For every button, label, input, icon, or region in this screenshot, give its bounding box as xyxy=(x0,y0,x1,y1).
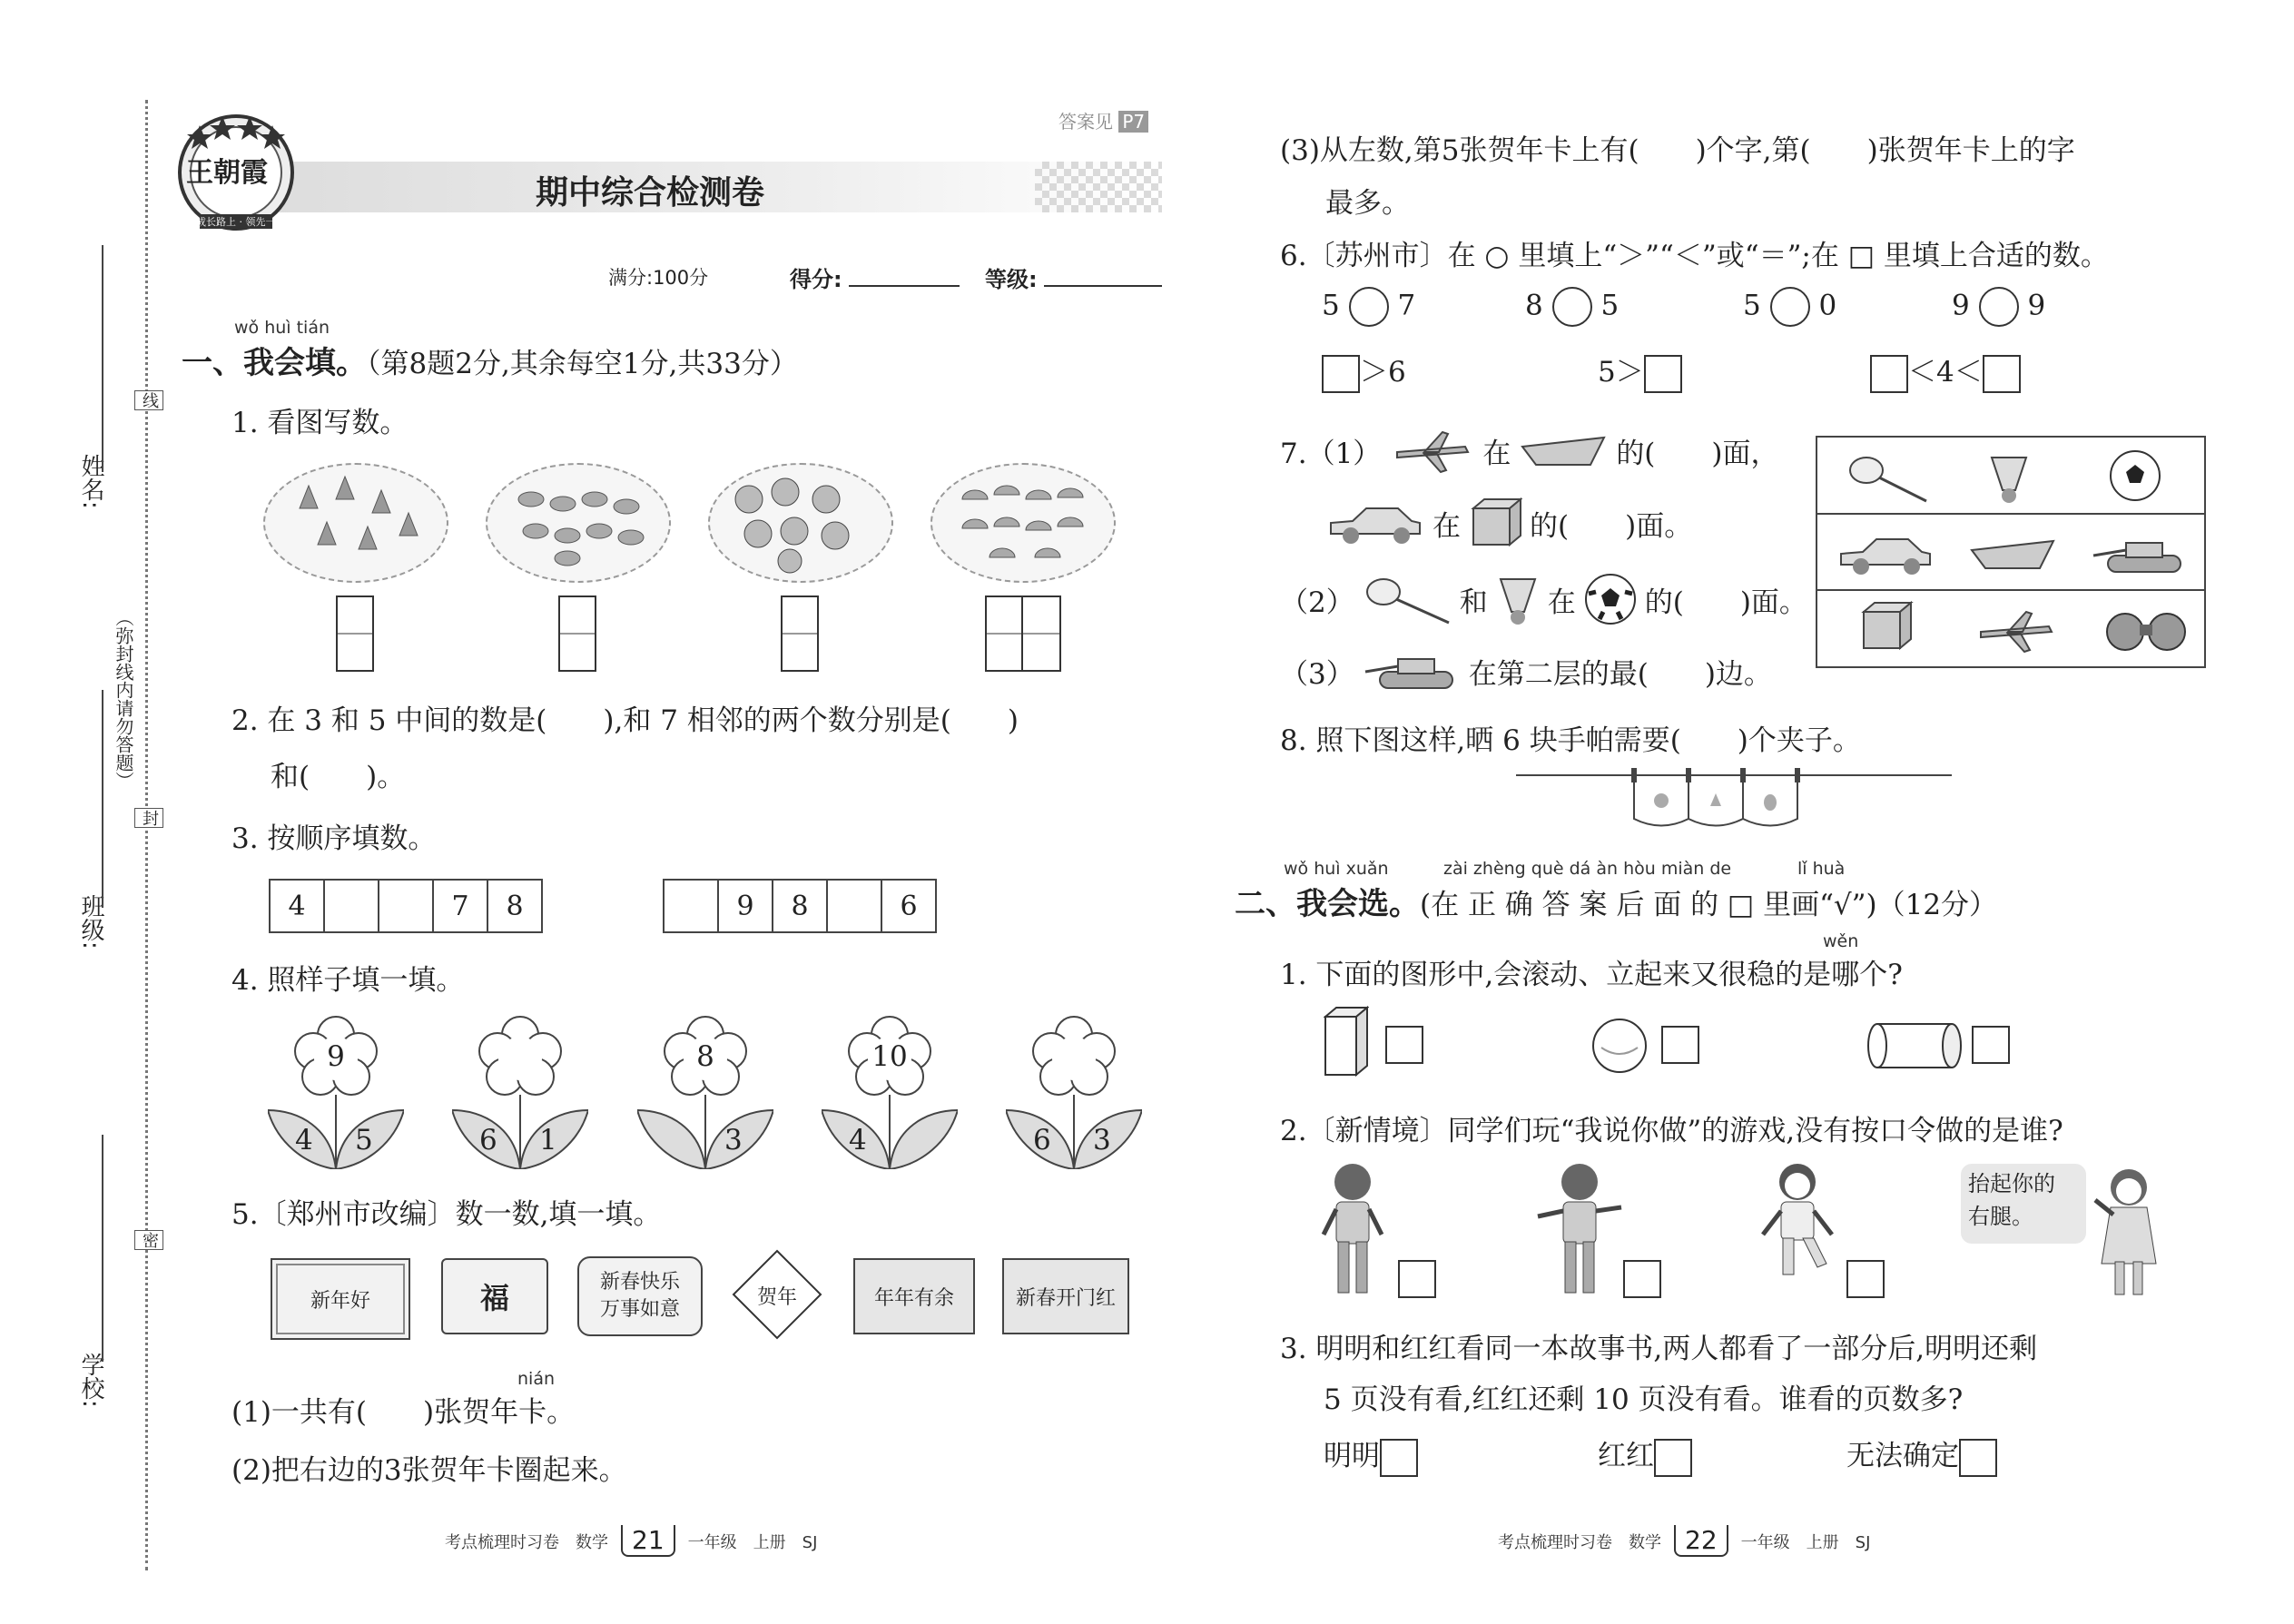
choice-box-cylinder[interactable] xyxy=(1972,1026,2010,1064)
grade-label: 等级: xyxy=(985,267,1038,292)
footer-grade: 一年级 上册 SJ xyxy=(687,1532,818,1552)
speech-bubble: 抬起你的 右腿。 xyxy=(1961,1164,2086,1244)
answer-reference: 答案见 P7 xyxy=(1058,107,1148,133)
flower-left-number[interactable]: 6 xyxy=(479,1124,497,1156)
page-title: 期中综合检测卷 xyxy=(536,174,765,212)
q7-1b-line: 在 的( )面。 xyxy=(1325,496,1692,550)
q5-2-text: (2)把右边的3张贺年卡圈起来。 xyxy=(231,1454,627,1487)
q3-cell: 7 xyxy=(432,879,488,933)
greeting-card-3-line: 新春快乐 万事如意 xyxy=(599,1271,680,1321)
flower-3 xyxy=(637,1015,773,1169)
flower-right-number[interactable]: 3 xyxy=(1093,1124,1111,1156)
child-1-figure xyxy=(1316,1162,1389,1298)
q6-fill-3: ＜4＜ xyxy=(1870,349,2021,393)
seal-mark-xian: 线 xyxy=(134,390,163,410)
score-field[interactable] xyxy=(849,285,960,287)
q8-text: 8. 照下图这样,晒 6 块手帕需要( )个夹子。 xyxy=(1280,724,1861,757)
q3-cell: 6 xyxy=(881,879,937,933)
greeting-card-4-label: 贺年 xyxy=(756,1286,797,1309)
q3-option-uncertain: 无法确定 xyxy=(1846,1432,1997,1477)
class-label: 班级: xyxy=(77,894,104,950)
school-label: 学校: xyxy=(77,1353,104,1408)
checker-pattern xyxy=(1035,162,1162,212)
part2-pinyin: wǒ huì xuǎn xyxy=(1284,859,1389,879)
greeting-card-6[interactable]: 新春开门红 xyxy=(1002,1258,1129,1334)
sphere-shape xyxy=(1590,1017,1649,1075)
part2-q3-line1: 3. 明明和红红看同一本故事书,两人都看了一部分后,明明还剩 xyxy=(1280,1333,2038,1365)
cylinder-shape xyxy=(1865,1020,1964,1071)
flower-left-number[interactable]: 4 xyxy=(295,1124,313,1156)
q6-text: 6.〔苏州市〕在 ○ 里填上“＞”“＜”或“＝”;在 □ 里填上合适的数。 xyxy=(1280,240,2109,272)
q5-text: 5.〔郑州市改编〕数一数,填一填。 xyxy=(231,1198,662,1231)
q7-object-grid xyxy=(1816,436,2206,668)
footer-page-number: 21 xyxy=(621,1525,675,1557)
greeting-card-5[interactable]: 年年有余 xyxy=(853,1258,975,1334)
compare-circle[interactable] xyxy=(1770,287,1810,327)
oval-contents xyxy=(263,463,1117,581)
compare-circle[interactable] xyxy=(1552,287,1592,327)
brand-slogan: 成长路上 · 领先一步 xyxy=(196,216,286,228)
q3-cell: 8 xyxy=(772,879,828,933)
school-line xyxy=(102,1135,103,1362)
q2-line1: 2. 在 3 和 5 中间的数是( ),和 7 相邻的两个数分别是( ) xyxy=(231,704,1019,737)
q6-fill-1: ＞6 xyxy=(1322,349,1406,393)
binding-dotted-line xyxy=(145,100,148,1570)
footer-book-title: 考点梳理时习卷 数学 xyxy=(445,1532,608,1552)
flower-top-number[interactable]: 9 xyxy=(327,1040,345,1073)
q1-answer-box-4-divider xyxy=(1021,595,1023,670)
flower-2 xyxy=(452,1015,588,1169)
q6-compare-2: 8 5 xyxy=(1525,287,1619,327)
greeting-card-2[interactable]: 福 xyxy=(441,1258,548,1334)
footer-left xyxy=(445,1525,817,1557)
score-label: 得分: xyxy=(790,267,842,292)
footer-page-number: 22 xyxy=(1674,1525,1728,1557)
boat-icon xyxy=(1518,425,1609,476)
q3-sequence-1 xyxy=(271,879,543,933)
class-line xyxy=(102,690,103,908)
seal-warning: （弥封线内请勿答题） xyxy=(113,608,134,790)
flower-right-number[interactable]: 5 xyxy=(355,1124,373,1156)
choice-box-sphere[interactable] xyxy=(1661,1026,1699,1064)
q7-3-line: （3） 在第二层的最( )边。 xyxy=(1280,648,1772,694)
q2-line2: 和( )。 xyxy=(271,761,406,793)
part2-q1-text: 1. 下面的图形中,会滚动、立起来又很稳的是哪个? xyxy=(1280,959,1903,991)
greeting-card-3[interactable] xyxy=(577,1256,703,1336)
q7-2-line: （2） 和 在 的( )面。 xyxy=(1280,572,1807,626)
part2-q1-pinyin: wěn xyxy=(1823,931,1859,951)
fill-box[interactable] xyxy=(1870,355,1908,393)
brand-name: 王朝霞 xyxy=(186,157,268,189)
q1-answer-box-2[interactable] xyxy=(558,595,596,672)
flower-left-number[interactable]: 6 xyxy=(1033,1124,1051,1156)
choice-box-child-3[interactable] xyxy=(1846,1260,1885,1298)
shuttlecock-icon xyxy=(1495,572,1541,626)
q4-text: 4. 照样子填一填。 xyxy=(231,964,465,997)
choice-box-child-1[interactable] xyxy=(1398,1260,1436,1298)
footer-book-title: 考点梳理时习卷 数学 xyxy=(1498,1532,1661,1552)
part2-q2-text: 2.〔新情境〕同学们玩“我说你做”的游戏,没有按口令做的是谁? xyxy=(1280,1115,2063,1147)
seal-mark-mi: 密 xyxy=(134,1230,163,1250)
q3-option-honghong: 红红 xyxy=(1598,1432,1692,1477)
flower-1 xyxy=(268,1015,404,1169)
fill-box[interactable] xyxy=(1644,355,1682,393)
q3-cell[interactable] xyxy=(323,879,379,933)
full-score: 满分:100分 xyxy=(608,267,709,289)
tank-icon xyxy=(1362,648,1462,694)
soccer-ball-icon xyxy=(1583,572,1638,626)
part2-q3-line2: 5 页没有看,红红还剩 10 页没有看。谁看的页数多? xyxy=(1324,1383,1964,1416)
flower-4 xyxy=(822,1015,958,1169)
teacher-girl-figure xyxy=(2088,1164,2170,1300)
grade-field[interactable] xyxy=(1044,285,1162,287)
seal-mark-feng: 封 xyxy=(134,808,163,828)
q3-text: 3. 按顺序填数。 xyxy=(231,822,437,855)
greeting-card-1[interactable]: 新年好 xyxy=(271,1258,410,1340)
flower-top-number[interactable]: 10 xyxy=(871,1040,908,1073)
racket-icon xyxy=(1362,572,1452,626)
clothesline-illustration xyxy=(1516,764,1952,837)
greeting-card-4[interactable] xyxy=(732,1249,822,1340)
choice-box-honghong[interactable] xyxy=(1654,1439,1692,1477)
cube-puzzle-icon xyxy=(1468,496,1522,550)
q6-compare-1: 5 7 xyxy=(1322,287,1415,327)
choice-box-cuboid[interactable] xyxy=(1385,1026,1423,1064)
q5-1-text: (1)一共有( )张贺年卡。 xyxy=(231,1396,576,1429)
q3-option-mingming: 明明 xyxy=(1324,1432,1418,1477)
flower-top-number[interactable]: 8 xyxy=(696,1040,714,1073)
q6-fill-2: 5＞ xyxy=(1598,349,1682,393)
fill-box[interactable] xyxy=(1983,355,2021,393)
part2-heading: 二、我会选。(在 正 确 答 案 后 面 的 □ 里画“√”)（12分） xyxy=(1235,886,1998,922)
q1-answer-box-1[interactable] xyxy=(336,595,374,672)
q1-text: 1. 看图写数。 xyxy=(231,407,409,439)
child-2-figure xyxy=(1534,1162,1625,1298)
flower-left-number[interactable]: 4 xyxy=(849,1124,867,1156)
footer-grade: 一年级 上册 SJ xyxy=(1740,1532,1871,1552)
name-label: 姓名: xyxy=(77,454,104,509)
q3-sequence-2 xyxy=(665,879,937,933)
compare-circle[interactable] xyxy=(1979,287,2019,327)
q3-cell[interactable] xyxy=(826,879,882,933)
q5-1-pinyin: nián xyxy=(517,1369,556,1389)
q3-cell: 9 xyxy=(717,879,773,933)
part1-pinyin: wǒ huì tián xyxy=(234,318,330,338)
flower-5 xyxy=(1006,1015,1142,1169)
choice-box-child-2[interactable] xyxy=(1623,1260,1661,1298)
q3-cell: 8 xyxy=(487,879,543,933)
part1-heading: 一、我会填。（第8题2分,其余每空1分,共33分） xyxy=(182,345,798,381)
flower-right-number[interactable]: 1 xyxy=(539,1124,557,1156)
q3-cell[interactable] xyxy=(663,879,719,933)
airplane-icon xyxy=(1388,425,1475,476)
compare-circle[interactable] xyxy=(1349,287,1389,327)
q7-1-line: 7.（1） 在 的( )面， xyxy=(1280,425,1779,476)
flower-right-number[interactable]: 3 xyxy=(724,1124,743,1156)
car-icon xyxy=(1325,497,1425,548)
choice-box-mingming[interactable] xyxy=(1380,1439,1418,1477)
q3-cell: 4 xyxy=(269,879,325,933)
footer-right xyxy=(1498,1525,1870,1557)
q6-compare-4: 9 9 xyxy=(1952,287,2045,327)
fill-box[interactable] xyxy=(1322,355,1360,393)
child-3-figure xyxy=(1752,1162,1843,1298)
part2-pinyin-note2: lǐ huà xyxy=(1797,859,1846,879)
q6-compare-3: 5 0 xyxy=(1743,287,1836,327)
q3-cell[interactable] xyxy=(378,879,434,933)
choice-box-uncertain[interactable] xyxy=(1959,1439,1997,1477)
q5-3-line1: (3)从左数,第5张贺年卡上有( )个字,第( )张贺年卡上的字 xyxy=(1280,134,2075,167)
part2-pinyin-note: zài zhèng què dá àn hòu miàn de xyxy=(1443,859,1732,879)
cuboid-shape xyxy=(1324,1006,1369,1078)
q5-3-line2: 最多。 xyxy=(1325,187,1410,220)
name-line xyxy=(102,245,103,472)
q1-answer-box-3[interactable] xyxy=(781,595,819,672)
q1-answer-box-4[interactable] xyxy=(985,595,1061,672)
